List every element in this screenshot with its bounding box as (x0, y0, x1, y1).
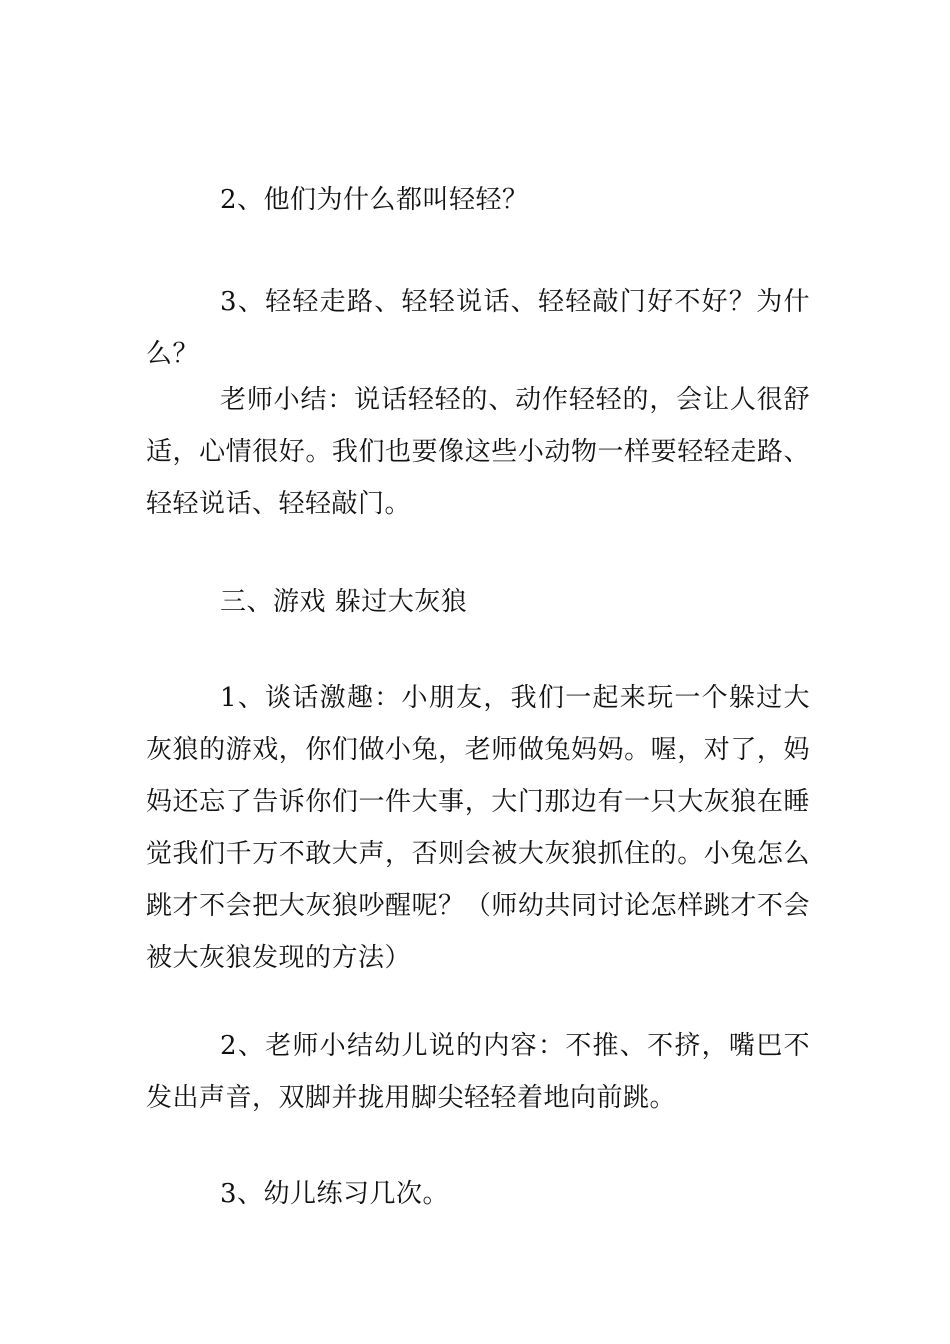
paragraph-step-1: 1、谈话激趣：小朋友，我们一起来玩一个躲过大灰狼的游戏，你们做小兔，老师做兔妈妈。喔，对了，妈妈还忘了告诉你们一件大事，大门那边有一只大灰狼在睡觉我们千万不敢大声，否则会被大灰狼抓住的。小兔怎么跳才不会把大灰狼吵醒呢？（师幼共同讨论怎样跳才不会被大灰狼发现的方法） (146, 683, 810, 973)
paragraph-question-2: 2、他们为什么都叫轻轻？ (220, 185, 529, 215)
paragraph-teacher-summary: 老师小结：说话轻轻的、动作轻轻的，会让人很舒适，心情很好。我们也要像这些小动物一样要轻轻走路、轻轻说话、轻轻敲门。 (146, 385, 810, 519)
paragraph-step-3: 3、幼儿练习几次。 (220, 1179, 450, 1209)
section-heading-game: 三、游戏 躲过大灰狼 (220, 587, 468, 617)
paragraph-question-3: 3、轻轻走路、轻轻说话、轻轻敲门好不好？为什么？ (146, 287, 810, 369)
paragraph-step-2: 2、老师小结幼儿说的内容：不推、不挤，嘴巴不发出声音，双脚并拢用脚尖轻轻着地向前跳。 (146, 1031, 810, 1113)
